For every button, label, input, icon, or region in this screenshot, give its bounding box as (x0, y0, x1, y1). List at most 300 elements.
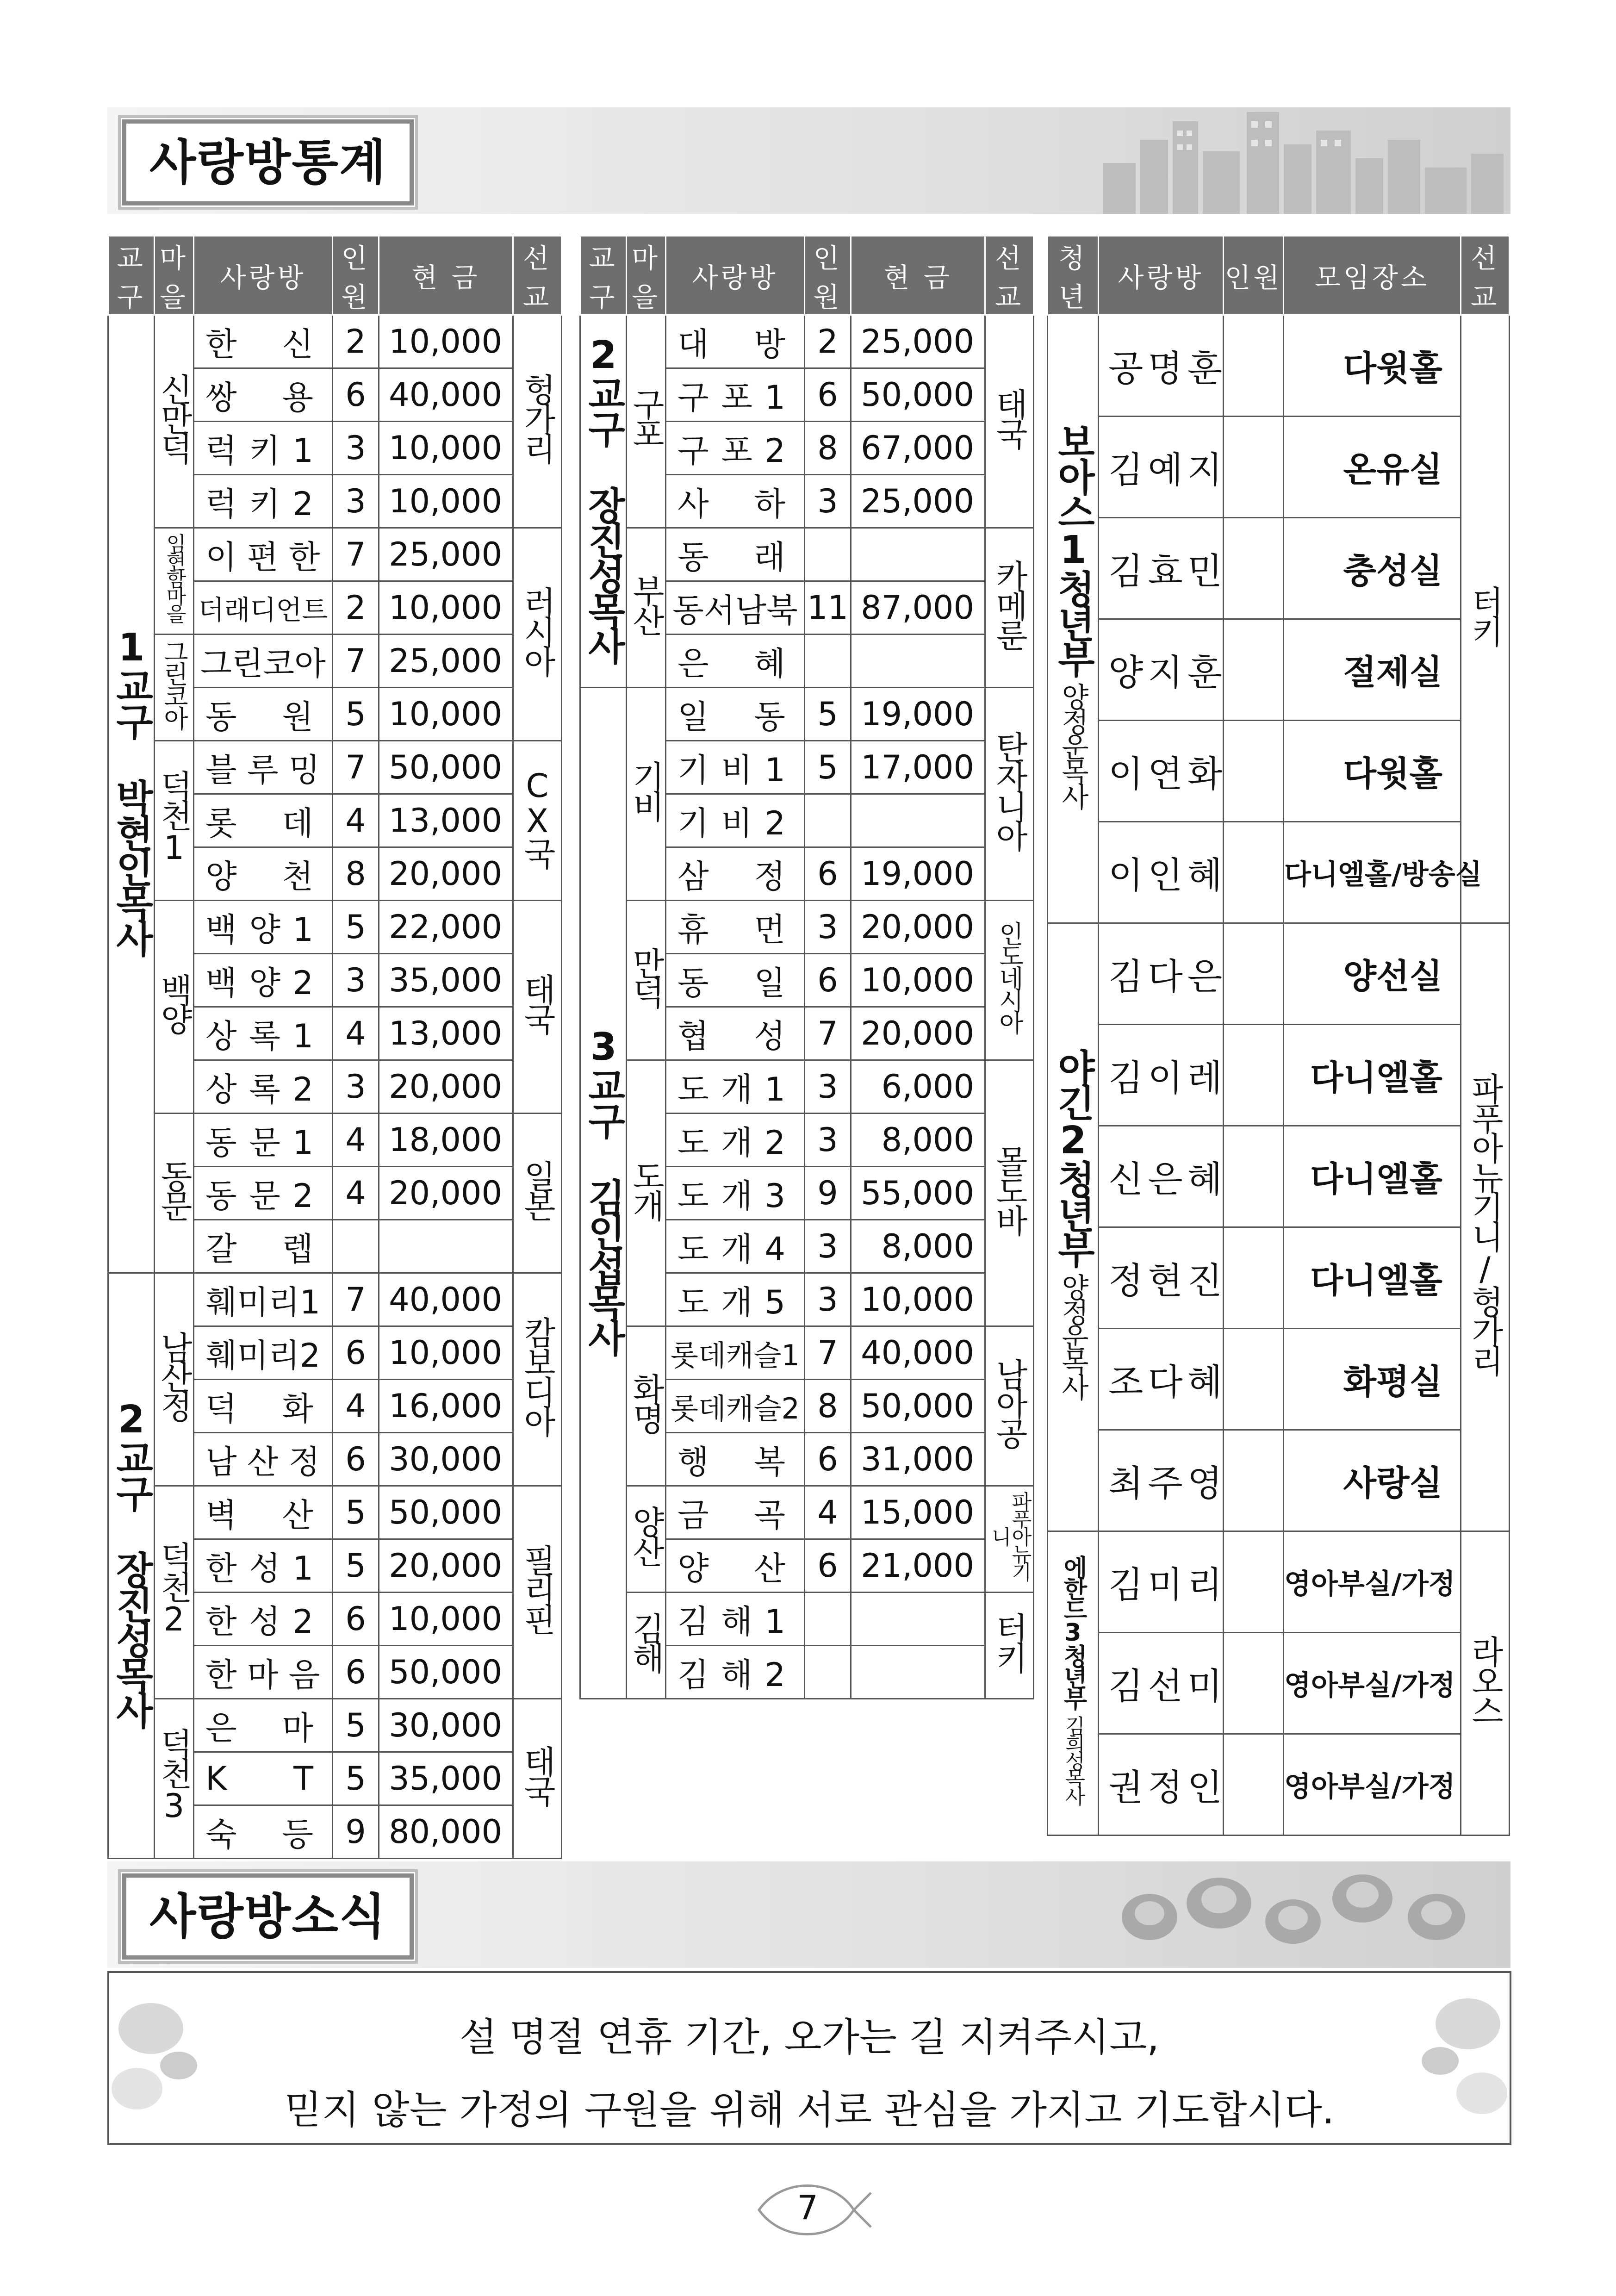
offering-amount: 10,000 (851, 1273, 985, 1326)
member-count: 8 (333, 847, 379, 901)
mission-country: 라오스 (1461, 1531, 1510, 1836)
member-count (1224, 1025, 1284, 1126)
table-row (1048, 1531, 1510, 1633)
offering-amount: 10,000 (379, 1326, 513, 1380)
member-count: 8 (805, 1380, 851, 1433)
member-count: 3 (805, 901, 851, 954)
member-count: 3 (805, 1114, 851, 1167)
offering-amount: 15,000 (851, 1486, 985, 1539)
village-label: 신만덕 (155, 315, 194, 528)
news-box (107, 1971, 1511, 2145)
district-label: 2교구 장진성목사 (580, 315, 627, 688)
member-count (1224, 923, 1284, 1025)
offering-amount: 50,000 (851, 1380, 985, 1433)
village-label: 김해 (627, 1593, 666, 1699)
group-name: 한 마 음 (194, 1646, 333, 1699)
table-row (108, 528, 562, 581)
group-name: K T (194, 1752, 333, 1805)
table-row (580, 688, 1034, 741)
group-name: 한 성 2 (194, 1593, 333, 1646)
member-count: 9 (333, 1805, 379, 1859)
group-name: 더래디언트 (194, 581, 333, 635)
group-name: 롯데캐슬2 (666, 1380, 805, 1433)
table-header-row (1048, 236, 1510, 315)
member-count: 4 (333, 1167, 379, 1220)
col-village: 마을 (627, 236, 666, 315)
col-group: 사랑방 (194, 236, 333, 315)
village-label: 덕천3 (155, 1699, 194, 1859)
mission-country: 남아공 (985, 1326, 1034, 1486)
meeting-place: 영아부실/가정 (1284, 1531, 1461, 1633)
col-count: 인원 (805, 236, 851, 315)
offering-amount (851, 635, 985, 688)
district-label: 2교구 장진성목사 (108, 1273, 155, 1859)
group-name: 금 곡 (666, 1486, 805, 1539)
group-name: 한 신 (194, 315, 333, 368)
group-name: 김 해 1 (666, 1593, 805, 1646)
leader-name: 신은혜 (1099, 1126, 1224, 1227)
meeting-place: 다니엘홀/방송실 (1284, 822, 1461, 923)
member-count: 2 (333, 315, 379, 368)
offering-amount: 10,000 (379, 581, 513, 635)
offering-amount: 25,000 (851, 475, 985, 528)
city-skyline-illustration (1048, 107, 1510, 214)
village-label: 도개 (627, 1060, 666, 1326)
table-row (108, 901, 562, 954)
village-label: 그린코아 (155, 635, 194, 741)
offering-amount: 10,000 (379, 422, 513, 475)
district-2-3-table (579, 235, 1034, 1699)
member-count: 6 (333, 368, 379, 422)
table-row (108, 1699, 562, 1752)
offering-amount: 31,000 (851, 1433, 985, 1486)
mission-country: 파푸아뉴기니 (985, 1486, 1034, 1593)
offering-amount: 25,000 (851, 315, 985, 368)
meeting-place: 다윗홀 (1284, 721, 1461, 822)
mission-country: 러시아 (513, 528, 562, 741)
meeting-place: 절제실 (1284, 619, 1461, 721)
leader-name: 이연화 (1099, 721, 1224, 822)
member-count: 4 (333, 794, 379, 847)
group-name: 롯 데 (194, 794, 333, 847)
group-name: 김 해 2 (666, 1646, 805, 1699)
member-count (333, 1220, 379, 1273)
group-name: 훼미리1 (194, 1273, 333, 1326)
member-count (1224, 1329, 1284, 1430)
member-count: 9 (805, 1167, 851, 1220)
member-count (1224, 1430, 1284, 1531)
offering-amount: 8,000 (851, 1114, 985, 1167)
group-name: 구 포 2 (666, 422, 805, 475)
member-count: 6 (333, 1326, 379, 1380)
table-row (1048, 518, 1510, 619)
table-row (1048, 923, 1510, 1025)
member-count: 7 (333, 1273, 379, 1326)
offering-amount: 19,000 (851, 847, 985, 901)
group-name: 럭 키 1 (194, 422, 333, 475)
group-name: 도 개 2 (666, 1114, 805, 1167)
table-header-row (580, 236, 1034, 315)
member-count (1224, 315, 1284, 417)
member-count (805, 1646, 851, 1699)
meeting-place: 양선실 (1284, 923, 1461, 1025)
member-count (1224, 1734, 1284, 1836)
group-name: 도 개 5 (666, 1273, 805, 1326)
meeting-place: 온유실 (1284, 417, 1461, 518)
member-count: 4 (805, 1486, 851, 1539)
member-count (1224, 822, 1284, 923)
member-count: 8 (805, 422, 851, 475)
table-row (1048, 1126, 1510, 1227)
mission-country: 탄자니아 (985, 688, 1034, 901)
member-count (1224, 1126, 1284, 1227)
member-count (805, 794, 851, 847)
offering-amount: 25,000 (379, 635, 513, 688)
col-mission: 선교 (985, 236, 1034, 315)
member-count: 6 (805, 954, 851, 1007)
youth-dept-label: 보아스1청년부 양정운목사 (1048, 315, 1099, 923)
mission-country: 필리핀 (513, 1486, 562, 1699)
group-name: 도 개 4 (666, 1220, 805, 1273)
district-label: 3교구 김인섭목사 (580, 688, 627, 1699)
group-name: 동 문 2 (194, 1167, 333, 1220)
member-count: 2 (333, 581, 379, 635)
offering-amount (851, 794, 985, 847)
group-name: 기 비 1 (666, 741, 805, 794)
table-row (1048, 1633, 1510, 1734)
meeting-place: 화평실 (1284, 1329, 1461, 1430)
leader-name: 김선미 (1099, 1633, 1224, 1734)
mission-country: 터키 (1461, 315, 1510, 923)
group-name: 도 개 3 (666, 1167, 805, 1220)
group-name: 훼미리2 (194, 1326, 333, 1380)
table-row (1048, 1227, 1510, 1329)
village-label: 만덕 (627, 901, 666, 1060)
leader-name: 최주영 (1099, 1430, 1224, 1531)
group-name: 상 록 2 (194, 1060, 333, 1114)
group-name: 덕 화 (194, 1380, 333, 1433)
mission-country: 태국 (513, 901, 562, 1114)
col-mission: 선교 (513, 236, 562, 315)
table-row (108, 1486, 562, 1539)
offering-amount: 18,000 (379, 1114, 513, 1167)
mission-country: 몰도바 (985, 1060, 1034, 1326)
col-place: 모임장소 (1284, 236, 1461, 315)
flower-decoration-left (109, 1973, 230, 2143)
offering-amount: 13,000 (379, 794, 513, 847)
mission-country: 카메룬 (985, 528, 1034, 688)
table-row (1048, 822, 1510, 923)
village-label: 기비 (627, 688, 666, 901)
leader-name: 김다은 (1099, 923, 1224, 1025)
flower-decoration-right (1389, 1973, 1510, 2143)
table-row (580, 1326, 1034, 1380)
offering-amount: 55,000 (851, 1167, 985, 1220)
group-name: 삼 정 (666, 847, 805, 901)
stats-title: 사랑방통계 (122, 119, 414, 205)
meeting-place: 다니엘홀 (1284, 1126, 1461, 1227)
col-youth: 청년 (1048, 236, 1099, 315)
village-label: 구포 (627, 315, 666, 528)
group-name: 남 산 정 (194, 1433, 333, 1486)
member-count: 7 (805, 1326, 851, 1380)
member-count: 11 (805, 581, 851, 635)
offering-amount: 8,000 (851, 1220, 985, 1273)
member-count (1224, 1633, 1284, 1734)
mission-country: 캄보디아 (513, 1273, 562, 1486)
village-label: 백양 (155, 901, 194, 1114)
member-count: 3 (333, 954, 379, 1007)
offering-amount: 6,000 (851, 1060, 985, 1114)
table-row (580, 528, 1034, 581)
group-name: 동 래 (666, 528, 805, 581)
member-count: 7 (805, 1007, 851, 1060)
village-label: 부산 (627, 528, 666, 688)
news-title: 사랑방소식 (122, 1873, 414, 1960)
group-name: 상 록 1 (194, 1007, 333, 1060)
group-name: 동서남북 (666, 581, 805, 635)
table-row (1048, 417, 1510, 518)
table-row (1048, 721, 1510, 822)
news-line-2: 믿지 않는 가정의 구원을 위해 서로 관심을 가지고 기도합시다. (284, 2087, 1335, 2133)
table-row (1048, 619, 1510, 721)
member-count: 3 (333, 1060, 379, 1114)
group-name: 행 복 (666, 1433, 805, 1486)
offering-amount: 20,000 (379, 1539, 513, 1593)
member-count: 3 (333, 422, 379, 475)
village-label: 화명 (627, 1326, 666, 1486)
offering-amount: 22,000 (379, 901, 513, 954)
offering-amount: 21,000 (851, 1539, 985, 1593)
mission-country: 인도네시아 (985, 901, 1034, 1060)
offering-amount: 30,000 (379, 1699, 513, 1752)
meeting-place: 다윗홀 (1284, 315, 1461, 417)
member-count: 2 (805, 315, 851, 368)
offering-amount (379, 1220, 513, 1273)
leader-name: 공명훈 (1099, 315, 1224, 417)
village-label: 임현함마을 (155, 528, 194, 635)
member-count: 6 (805, 1539, 851, 1593)
stats-banner (107, 107, 1510, 214)
col-count: 인원 (333, 236, 379, 315)
offering-amount: 10,000 (379, 688, 513, 741)
member-count: 4 (333, 1007, 379, 1060)
table-row (108, 1114, 562, 1167)
table-row (108, 635, 562, 688)
member-count (1224, 1531, 1284, 1633)
offering-amount: 17,000 (851, 741, 985, 794)
offering-amount: 16,000 (379, 1380, 513, 1433)
offering-amount: 67,000 (851, 422, 985, 475)
meeting-place: 사랑실 (1284, 1430, 1461, 1531)
table-row (1048, 315, 1510, 417)
col-village: 마을 (155, 236, 194, 315)
village-label: 동문 (155, 1114, 194, 1273)
group-name: 협 성 (666, 1007, 805, 1060)
group-name: 사 하 (666, 475, 805, 528)
member-count (1224, 619, 1284, 721)
leader-name: 양지훈 (1099, 619, 1224, 721)
meeting-place: 충성실 (1284, 518, 1461, 619)
youth-table (1047, 235, 1510, 1836)
district-1-2-table (107, 235, 562, 1859)
member-count (805, 528, 851, 581)
offering-amount (851, 1593, 985, 1646)
meeting-place: 영아부실/가정 (1284, 1734, 1461, 1836)
mission-country: 터키 (985, 1593, 1034, 1699)
member-count: 7 (333, 741, 379, 794)
offering-amount (851, 1646, 985, 1699)
member-count: 5 (333, 901, 379, 954)
col-group: 사랑방 (666, 236, 805, 315)
member-count: 5 (805, 741, 851, 794)
member-count (1224, 518, 1284, 619)
offering-amount: 10,000 (379, 1593, 513, 1646)
news-banner (107, 1861, 1510, 1968)
offering-amount: 87,000 (851, 581, 985, 635)
page-number (754, 2175, 875, 2245)
member-count: 5 (333, 1486, 379, 1539)
member-count (1224, 417, 1284, 518)
offering-amount: 10,000 (379, 315, 513, 368)
offering-amount: 19,000 (851, 688, 985, 741)
table-row (580, 1060, 1034, 1114)
village-label: 남산정 (155, 1273, 194, 1486)
table-header-row (108, 236, 562, 315)
group-name: 벽 산 (194, 1486, 333, 1539)
offering-amount: 10,000 (379, 475, 513, 528)
offering-amount: 40,000 (379, 1273, 513, 1326)
meeting-place: 다니엘홀 (1284, 1227, 1461, 1329)
col-group: 사랑방 (1099, 236, 1224, 315)
village-label: 덕천2 (155, 1486, 194, 1699)
table-row (108, 741, 562, 794)
group-name: 양 천 (194, 847, 333, 901)
group-name: 동 일 (666, 954, 805, 1007)
member-count: 6 (333, 1433, 379, 1486)
table-row (1048, 1025, 1510, 1126)
member-count: 6 (805, 1433, 851, 1486)
leader-name: 조다혜 (1099, 1329, 1224, 1430)
offering-amount: 50,000 (379, 1486, 513, 1539)
col-count: 인원 (1224, 236, 1284, 315)
member-count: 5 (333, 1539, 379, 1593)
offering-amount: 20,000 (851, 1007, 985, 1060)
mission-country: 헝가리 (513, 315, 562, 528)
col-offering: 현 금 (379, 236, 513, 315)
group-name: 그린코아 (194, 635, 333, 688)
offering-amount: 20,000 (379, 847, 513, 901)
member-count: 3 (805, 1220, 851, 1273)
table-row (1048, 1430, 1510, 1531)
offering-amount: 50,000 (851, 368, 985, 422)
district-label: 1교구 박현인목사 (108, 315, 155, 1273)
leader-name: 정현진 (1099, 1227, 1224, 1329)
youth-dept-label: 야긴2청년부 양정운목사 (1048, 923, 1099, 1531)
meeting-place: 다니엘홀 (1284, 1025, 1461, 1126)
member-count: 5 (805, 688, 851, 741)
offering-amount: 80,000 (379, 1805, 513, 1859)
offering-amount: 50,000 (379, 1646, 513, 1699)
member-count (805, 635, 851, 688)
mission-country: 태국 (513, 1699, 562, 1859)
member-count: 3 (333, 475, 379, 528)
offering-amount: 25,000 (379, 528, 513, 581)
member-count: 7 (333, 635, 379, 688)
group-name: 백 양 2 (194, 954, 333, 1007)
offering-amount: 20,000 (851, 901, 985, 954)
member-count: 3 (805, 475, 851, 528)
leader-name: 권정인 (1099, 1734, 1224, 1836)
offering-amount: 20,000 (379, 1167, 513, 1220)
leader-name: 김미리 (1099, 1531, 1224, 1633)
offering-amount: 10,000 (851, 954, 985, 1007)
leader-name: 김이레 (1099, 1025, 1224, 1126)
member-count: 5 (333, 688, 379, 741)
member-count (805, 1593, 851, 1646)
offering-amount: 30,000 (379, 1433, 513, 1486)
mission-country: 일본 (513, 1114, 562, 1273)
member-count: 6 (805, 847, 851, 901)
table-row (1048, 1734, 1510, 1836)
member-count: 5 (333, 1699, 379, 1752)
mission-country: 파푸아뉴기니/헝가리 (1461, 923, 1510, 1531)
group-name: 도 개 1 (666, 1060, 805, 1114)
group-name: 이 편 한 (194, 528, 333, 581)
col-district: 교구 (580, 236, 627, 315)
group-name: 동 원 (194, 688, 333, 741)
table-row (580, 901, 1034, 954)
member-count (1224, 1227, 1284, 1329)
offering-amount: 40,000 (379, 368, 513, 422)
news-line-1: 설 명절 연휴 기간, 오가는 길 지켜주시고, (460, 2015, 1159, 2060)
group-name: 은 마 (194, 1699, 333, 1752)
col-mission: 선교 (1461, 236, 1510, 315)
group-name: 백 양 1 (194, 901, 333, 954)
member-count: 7 (333, 528, 379, 581)
group-name: 은 혜 (666, 635, 805, 688)
leader-name: 김예지 (1099, 417, 1224, 518)
table-row (580, 315, 1034, 368)
group-name: 한 성 1 (194, 1539, 333, 1593)
member-count: 3 (805, 1060, 851, 1114)
offering-amount: 35,000 (379, 1752, 513, 1805)
table-row (1048, 1329, 1510, 1430)
member-count: 4 (333, 1380, 379, 1433)
group-name: 휴 먼 (666, 901, 805, 954)
offering-amount: 20,000 (379, 1060, 513, 1114)
village-label: 양산 (627, 1486, 666, 1593)
col-offering: 현 금 (851, 236, 985, 315)
member-count: 6 (333, 1646, 379, 1699)
table-row (108, 315, 562, 368)
offering-amount: 40,000 (851, 1326, 985, 1380)
group-name: 일 동 (666, 688, 805, 741)
group-name: 기 비 2 (666, 794, 805, 847)
group-name: 롯데캐슬1 (666, 1326, 805, 1380)
mission-country: CX국 (513, 741, 562, 901)
group-name: 블 루 밍 (194, 741, 333, 794)
table-row (580, 1486, 1034, 1539)
page-number-text: 7 (797, 2188, 818, 2227)
offering-amount: 50,000 (379, 741, 513, 794)
offering-amount (851, 528, 985, 581)
youth-dept-label: 에한드3청년부 김희성목사 (1048, 1531, 1099, 1836)
meeting-place: 영아부실/가정 (1284, 1633, 1461, 1734)
leader-name: 이인혜 (1099, 822, 1224, 923)
rose-flowers-illustration (1066, 1861, 1510, 1968)
mission-country: 태국 (985, 315, 1034, 528)
